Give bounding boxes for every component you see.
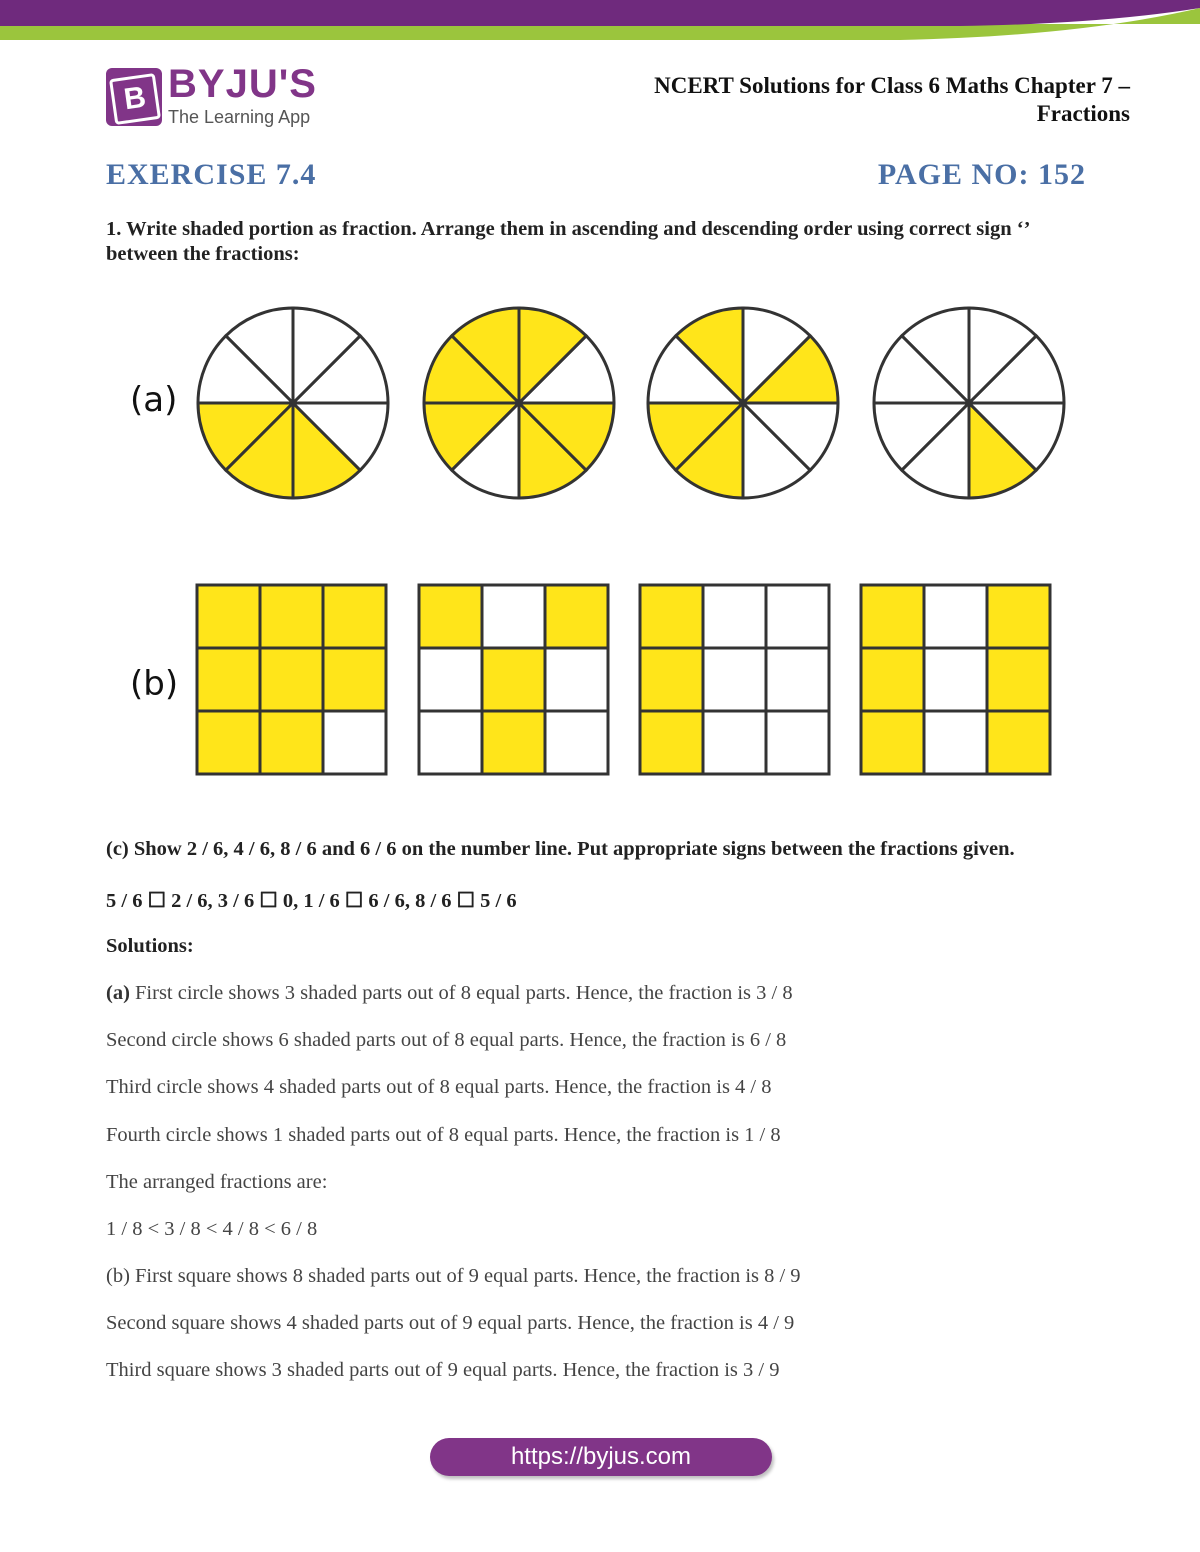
solution-line: Second circle shows 6 shaded parts out of 8 equal parts. Hence, the fraction is 6 / 8	[106, 1029, 787, 1051]
label-a: (a)	[130, 380, 178, 420]
square-cell	[640, 648, 703, 711]
question-c: (c) Show 2 / 6, 4 / 6, 8 / 6 and 6 / 6 on the number line. Put appropriate signs between the fractions given.	[106, 838, 1015, 860]
document-title	[570, 72, 1130, 128]
top-banner	[0, 0, 1200, 44]
fraction-circle	[424, 308, 614, 498]
square-cell	[482, 585, 545, 648]
square-cell	[703, 585, 766, 648]
square-cell	[482, 711, 545, 774]
solution-line: Second square shows 4 shaded parts out of 9 equal parts. Hence, the fraction is 4 / 9	[106, 1312, 795, 1334]
solution-a-prefix: (a)	[106, 982, 130, 1004]
signs-line: 5 / 6 ☐ 2 / 6, 3 / 6 ☐ 0, 1 / 6 ☐ 6 / 6, 8 / 6 ☐ 5 / 6	[106, 890, 517, 912]
square-cell	[987, 585, 1050, 648]
logo-badge	[106, 68, 162, 126]
square-cell	[861, 585, 924, 648]
square-cell	[766, 711, 829, 774]
square-cell	[924, 648, 987, 711]
square-cell	[323, 648, 386, 711]
fraction-circle	[874, 308, 1064, 498]
brand-tagline: The Learning App	[168, 107, 311, 127]
square-cell	[766, 585, 829, 648]
solution-line: Third circle shows 4 shaded parts out of 8 equal parts. Hence, the fraction is 4 / 8	[106, 1076, 772, 1098]
square-cell	[924, 585, 987, 648]
square-cell	[640, 711, 703, 774]
byjus-logo	[106, 62, 326, 128]
square-cell	[260, 648, 323, 711]
question-1: 1. Write shaded portion as fraction. Arrange them in ascending and descending order using correct sign ‘’ between the fractions:	[106, 218, 1029, 265]
solution-line: Third square shows 3 shaded parts out of 9 equal parts. Hence, the fraction is 3 / 9	[106, 1359, 780, 1381]
square-cell	[419, 711, 482, 774]
page-number: PAGE NO: 152	[877, 158, 1086, 191]
square-cell	[545, 711, 608, 774]
square-cell	[987, 711, 1050, 774]
solution-line: The arranged fractions are:	[106, 1171, 328, 1193]
square-cell	[987, 648, 1050, 711]
square-cell	[924, 711, 987, 774]
square-cell	[260, 585, 323, 648]
square-cell	[419, 648, 482, 711]
fraction-square	[640, 585, 829, 774]
solution-line: 1 / 8 < 3 / 8 < 4 / 8 < 6 / 8	[106, 1218, 318, 1240]
fraction-circle	[198, 308, 388, 498]
fraction-circle	[648, 308, 838, 498]
exercise-heading: EXERCISE 7.4	[106, 158, 317, 191]
square-cell	[323, 711, 386, 774]
square-cell	[861, 711, 924, 774]
square-cell	[197, 585, 260, 648]
document-title-line2: Fractions	[1036, 101, 1130, 126]
solutions-heading: Solutions:	[106, 935, 194, 957]
footer-url-link[interactable]: https://byjus.com	[430, 1438, 772, 1476]
square-cell	[703, 711, 766, 774]
square-cell	[640, 585, 703, 648]
square-cell	[323, 585, 386, 648]
solution-a-text: First circle shows 3 shaded parts out of 8 equal parts. Hence, the fraction is 3 / 8	[129, 982, 793, 1004]
square-cell	[482, 648, 545, 711]
logo-mark: B	[109, 73, 161, 125]
fraction-square	[861, 585, 1050, 774]
fraction-figures	[100, 290, 1080, 800]
square-cell	[861, 648, 924, 711]
document-title-line1: NCERT Solutions for Class 6 Maths Chapter 7 –	[654, 73, 1130, 98]
square-cell	[766, 648, 829, 711]
square-cell	[197, 648, 260, 711]
solution-a-line	[106, 982, 793, 1005]
square-cell	[260, 711, 323, 774]
fraction-square	[197, 585, 386, 774]
fraction-square	[419, 585, 608, 774]
square-cell	[419, 585, 482, 648]
square-cell	[703, 648, 766, 711]
square-cell	[545, 585, 608, 648]
square-cell	[197, 711, 260, 774]
label-b: (b)	[130, 664, 179, 704]
brand-name: BYJU'S	[168, 62, 317, 106]
solution-line: Fourth circle shows 1 shaded parts out of 8 equal parts. Hence, the fraction is 1 / 8	[106, 1124, 781, 1146]
square-cell	[545, 648, 608, 711]
solution-line: (b) First square shows 8 shaded parts out of 9 equal parts. Hence, the fraction is 8 / 9	[106, 1265, 801, 1287]
